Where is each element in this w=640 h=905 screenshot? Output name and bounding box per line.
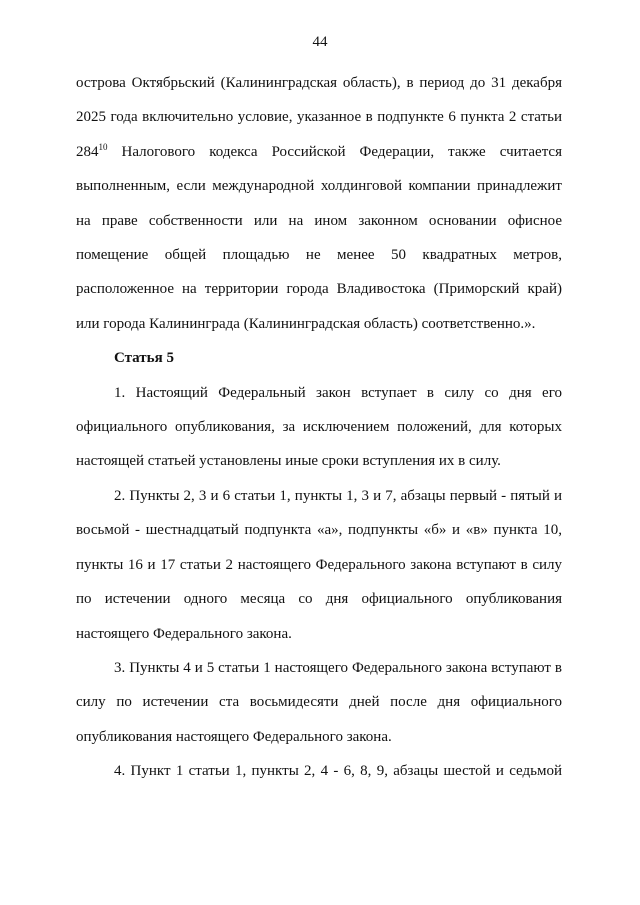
paragraph-1: 1. Настоящий Федеральный закон вступает в силу со дня его официального опубликования, за исключением положений, для которых настоящей статьей установлены иные сроки вступления их в силу. [76, 384, 562, 470]
page-number: 44 [312, 34, 328, 50]
paragraph-continuation [76, 66, 562, 341]
paragraph-3: 3. Пункты 4 и 5 статьи 1 настоящего Федерального закона вступают в силу по истечении ста восьмидесяти дней после дня официального опубликования настоящего Федерального закона. [76, 659, 562, 745]
document-body [76, 66, 562, 789]
article-superscript: 10 [98, 141, 108, 152]
paragraph-2: 2. Пункты 2, 3 и 6 статьи 1, пункты 1, 3 и 7, абзацы первый - пятый и восьмой - шестнадцатый подпункта «а», подпункты «б» и «в» пункта 10, пункты 16 и 17 статьи 2 настоящего Федерального закона вступают в силу по истечении одного месяца со дня официального опубликования настоящего Федерального закона. [76, 487, 562, 642]
article-heading: Статья 5 [114, 350, 174, 367]
paragraph-text-rest: Налогового кодекса Российской Федерации, также считается выполненным, если международной холдинговой компании принадлежит на праве собственности или на ином законном основании офисное помещение общей площадью не менее 50 квадратных метров, расположенное на территории города Владивостока (Приморский край) или города Калининграда (Калининградская область) соответственно.». [76, 143, 562, 332]
paragraph-text: острова Октябрьский (Калининградская область), в период до 31 декабря 2025 года включительно условие, указанное в подпункте 6 пункта 2 статьи [76, 75, 562, 126]
paragraph-4: 4. Пункт 1 статьи 1, пункты 2, 4 - 6, 8, 9, абзацы шестой и седьмой [114, 763, 562, 780]
article-number: 284 [76, 143, 99, 160]
